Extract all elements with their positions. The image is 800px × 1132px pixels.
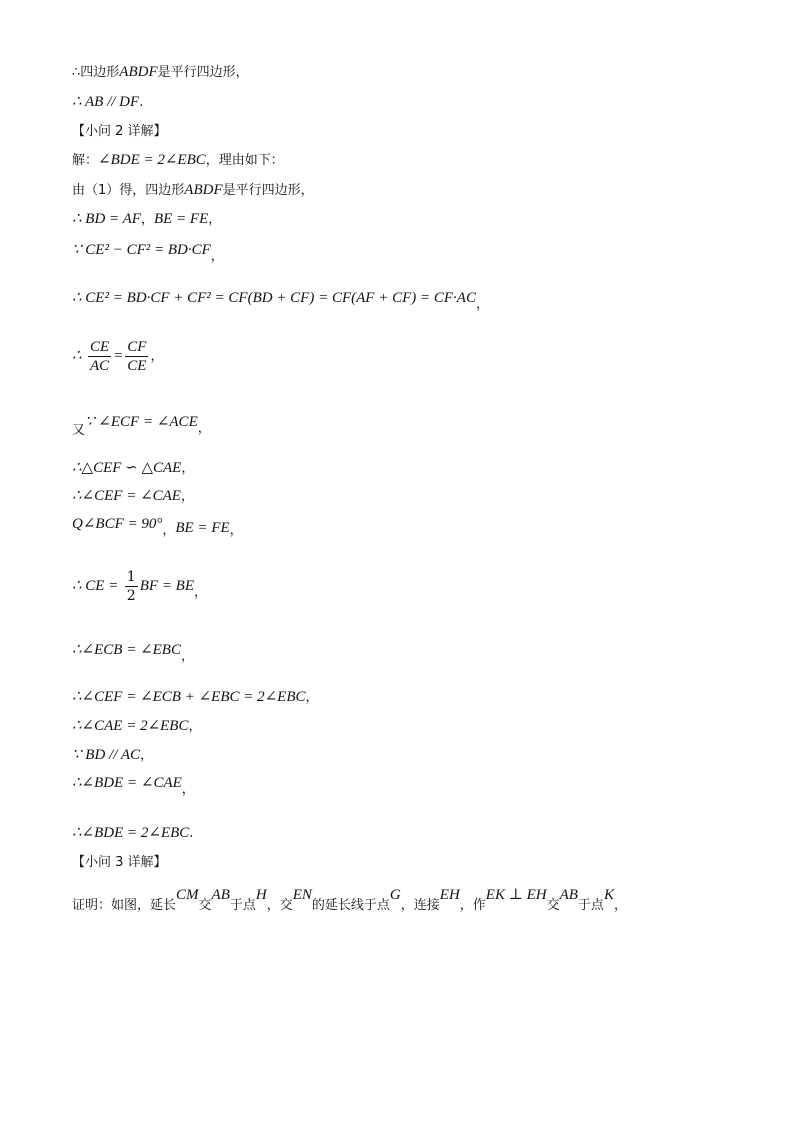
text: ，交 [266, 898, 293, 913]
math: H [255, 887, 267, 903]
math: K [603, 887, 614, 903]
line-14 [72, 566, 207, 607]
line-13 [72, 514, 243, 538]
denominator: AC [90, 357, 110, 374]
math: ∠BDE = 2∠EBC [98, 152, 206, 168]
math: ∴ BD = AF [72, 211, 141, 227]
line-12 [72, 486, 194, 507]
text: ， [180, 649, 194, 664]
text: 【小问 2 详解】 [72, 124, 167, 139]
math: EH [439, 887, 460, 903]
line-22 [72, 887, 627, 916]
fraction [125, 568, 138, 605]
math: ∴∠CEF = ∠CAE [72, 488, 181, 504]
line-17 [72, 716, 201, 737]
fraction [88, 338, 111, 375]
fraction [125, 338, 148, 375]
text: ， [229, 523, 243, 538]
line-18 [72, 745, 153, 766]
text: ， [305, 690, 319, 705]
text: ， [150, 349, 164, 364]
text: 解： [72, 153, 99, 168]
denominator: 2 [126, 587, 136, 604]
line-10 [72, 412, 211, 438]
text: 于点 [229, 898, 256, 913]
line-11 [72, 458, 194, 479]
text: . [139, 95, 144, 110]
numerator: CF [127, 338, 147, 355]
math: G [389, 887, 401, 903]
math: CM [176, 887, 199, 903]
line-15 [72, 640, 194, 664]
text: ， [194, 585, 208, 600]
section-heading-q3 [72, 852, 167, 873]
text: ， [475, 297, 489, 312]
math: BE = FE [175, 520, 230, 536]
text: ， [188, 719, 202, 734]
text: 由（1）得，四边形 [72, 183, 185, 198]
text: ， [613, 898, 627, 913]
math: ∴ CE² = BD·CF + CF² = CF(BD + CF) = CF(AF + CF) = CF·AC [72, 290, 476, 306]
math: ABDF [119, 64, 158, 80]
text: 【小问 3 详解】 [72, 855, 167, 870]
text: ， [140, 748, 154, 763]
numerator: CE [90, 338, 110, 355]
text: 的延长线于点 [311, 898, 390, 913]
math: ∴ [72, 348, 82, 364]
math: AB [559, 887, 578, 903]
line-9 [72, 336, 163, 377]
line-7 [72, 240, 224, 264]
text: ，作 [459, 898, 486, 913]
text: ，连接 [400, 898, 440, 913]
line-16 [72, 687, 319, 708]
math: ∴△CEF ∽ △CAE [72, 460, 182, 476]
line-1 [72, 62, 249, 83]
line-2 [72, 92, 143, 113]
math: BF = BE [139, 578, 194, 594]
text: ， [180, 489, 194, 504]
text: ， [181, 782, 195, 797]
text: ， [162, 523, 176, 538]
math: ABDF [184, 182, 223, 198]
section-heading-q2 [72, 121, 167, 142]
text: 又 [72, 423, 86, 438]
math: EK ⊥ EH [485, 887, 547, 903]
text: ， [181, 461, 195, 476]
text: ， [208, 212, 222, 227]
math: ∴∠CEF = ∠ECB + ∠EBC = 2∠EBC [72, 689, 306, 705]
math: ∴∠CAE = 2∠EBC [72, 718, 189, 734]
math: ∴∠ECB = ∠EBC [72, 642, 181, 658]
text: ∴四边形 [72, 65, 120, 80]
math: ∴∠BDE = 2∠EBC [72, 825, 190, 841]
math: ∴∠BDE = ∠CAE [72, 775, 182, 791]
math: ∵ ∠ECF = ∠ACE [85, 414, 198, 430]
line-19 [72, 773, 195, 797]
text: . [189, 826, 194, 841]
line-20 [72, 823, 193, 844]
line-4 [72, 150, 284, 171]
math: AB [211, 887, 230, 903]
text: 于点 [577, 898, 604, 913]
text: ，理由如下： [205, 153, 284, 168]
math: ∴ AB // DF [72, 94, 140, 110]
math: BE = FE [153, 211, 209, 227]
math: ∵ CE² − CF² = BD·CF [72, 242, 211, 258]
math: Q∠BCF = 90° [72, 516, 163, 532]
text: ， [140, 212, 154, 227]
text: ， [197, 421, 211, 436]
line-5 [72, 180, 314, 201]
math: ∴ CE = [72, 578, 119, 594]
line-6 [72, 209, 221, 230]
denominator: CE [127, 357, 147, 374]
text: 是平行四边形， [157, 65, 249, 80]
text: 证明：如图，延长 [72, 898, 177, 913]
line-8 [72, 288, 489, 312]
text: ， [210, 249, 224, 264]
text: 是平行四边形， [222, 183, 314, 198]
math: = [113, 348, 124, 364]
text: 交 [198, 898, 212, 913]
math: ∵ BD // AC [72, 747, 141, 763]
numerator: 1 [126, 568, 136, 585]
text: 交 [546, 898, 560, 913]
math: EN [292, 887, 312, 903]
